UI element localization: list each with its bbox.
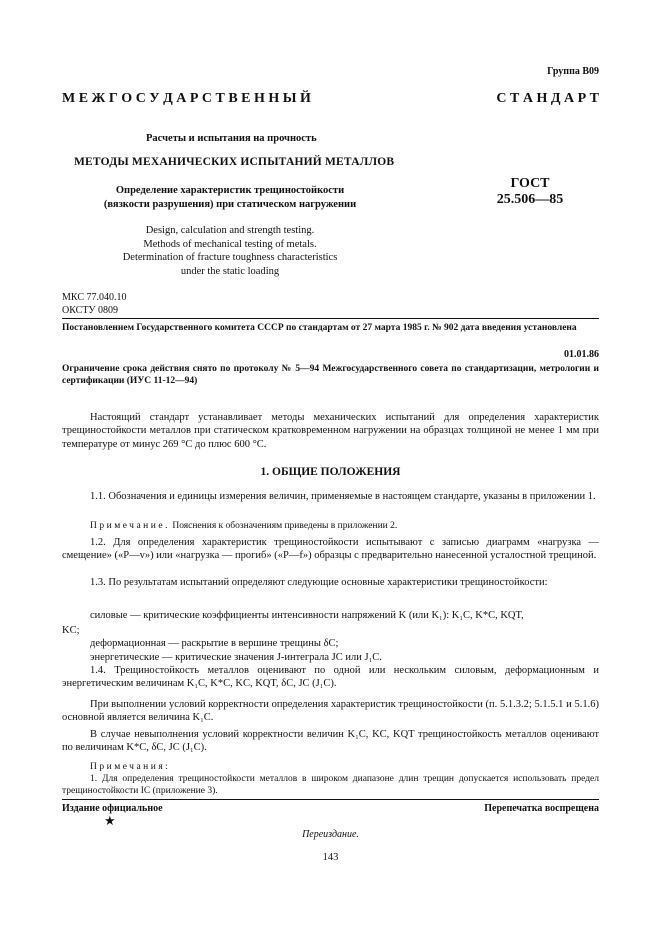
force-characteristics: силовые — критические коэффициенты интенсивности напряжений K (или K₁): K₁C, K*C, KQT, (90, 610, 524, 621)
english-title (110, 224, 350, 278)
paragraph-1-2: 1.2. Для определения характеристик трещиностойкости испытывают с записью диаграмм «нагрузка — смещение» («P—v») или «нагрузка — прогиб» («P—f») образцы с предварительно нанесенной усталостной трещиной. (62, 537, 599, 562)
english-line: Methods of mechanical testing of metals. (143, 238, 317, 250)
note-text: Пояснения к обозначениям приведены в приложении 2. (169, 521, 398, 531)
standard-heading-word-2: С Т А Н Д А Р Т (496, 91, 599, 106)
gost-designation (470, 176, 590, 208)
english-line: under the static loading (180, 265, 280, 277)
paragraph-1-1: 1.1. Обозначения и единицы измерения величин, применяемые в настоящем стандарте, указаны в приложении 1. (90, 491, 596, 502)
gost-label: ГОСТ (510, 176, 550, 191)
official-edition: Издание официальное (62, 803, 163, 814)
introduction-date: 01.01.86 (564, 349, 599, 360)
definition-title (80, 184, 380, 212)
okstu-code: ОКСТУ 0809 (62, 304, 119, 316)
paragraph-1-4: 1.4. Трещиностойкость металлов оценивают по одной или нескольким силовым, деформационным и энергетическим величинам K₁C, K*C, KC, KQT, δC, JC (J₁C). (62, 665, 599, 690)
classification-codes (62, 292, 126, 317)
note-label: Примечание. (90, 521, 170, 531)
divider (62, 318, 599, 319)
definition-line-1: Определение характеристик трещиностойкости (115, 185, 345, 196)
definition-line-2: (вязкости разрушения) при статическом нагружении (103, 199, 357, 210)
limitation-text: Ограничение срока действия снято по протоколу № 5—94 Межгосударственного совета по стандартизации, метрологии и сертификации (ИУС 11-12—94) (62, 364, 599, 386)
paragraph-1-3: 1.3. По результатам испытаний определяют следующие основные характеристики трещиностойкости: (90, 577, 548, 588)
decree-text: Постановлением Государственного комитета СССР по стандартам от 27 марта 1985 г. № 902 дата введения установлена (62, 323, 577, 333)
reissue-note: Переиздание. (302, 829, 359, 840)
deformation-characteristic: деформационная — раскрытие в вершине трещины δC; (90, 638, 339, 649)
english-line: Determination of fracture toughness characteristics (122, 252, 338, 263)
paragraph-correctness: При выполнении условий корректности определения характеристик трещиностойкости (п. 5.1.3.2; 5.1.5.1 и 5.1.6) основной является величина K₁C. (62, 699, 599, 724)
subtitle: Расчеты и испытания на прочность (146, 133, 317, 144)
standard-heading (62, 91, 599, 107)
footer-divider (62, 799, 599, 800)
star-icon: ★ (104, 813, 116, 828)
paragraph-incorrectness: В случае невыполнения условий корректности величин K₁C, KC, KQT трещиностойкость металлов оценивают по величинам K*C, δC, JC (J₁C). (62, 729, 599, 754)
section-title: 1. ОБЩИЕ ПОЛОЖЕНИЯ (260, 466, 401, 478)
mks-code: МКС 77.040.10 (62, 292, 127, 303)
reprint-prohibited: Перепечатка воспрещена (484, 803, 599, 814)
notes-item-1: 1. Для определения трещиностойкости металлов в широком диапазоне длин трещин допускается использовать предел трещиностойкости IC (приложение 3). (62, 774, 599, 796)
main-title: МЕТОДЫ МЕХАНИЧЕСКИХ ИСПЫТАНИЙ МЕТАЛЛОВ (74, 156, 395, 168)
force-characteristics-cont: KC; (62, 625, 80, 636)
group-code: Группа В09 (547, 66, 599, 77)
english-line: Design, calculation and strength testing. (145, 225, 315, 236)
note (62, 520, 599, 532)
standard-heading-word-1: М Е Ж Г О С У Д А Р С Т В Е Н Н Ы Й (62, 91, 311, 106)
gost-number: 25.506—85 (496, 192, 564, 207)
energy-characteristics: энергетические — критические значения J-интеграла JC или J₁C. (90, 652, 382, 663)
page-number: 143 (322, 852, 339, 863)
intro-paragraph: Настоящий стандарт устанавливает методы механических испытаний для определения характеристик трещиностойкости металлов при статическом кратковременном нагружении на образцах толщиной не менее 1 мм при температуре от минус 269 °С до плюс 600 °С. (62, 412, 599, 450)
notes-label: Примечания: (90, 762, 171, 772)
